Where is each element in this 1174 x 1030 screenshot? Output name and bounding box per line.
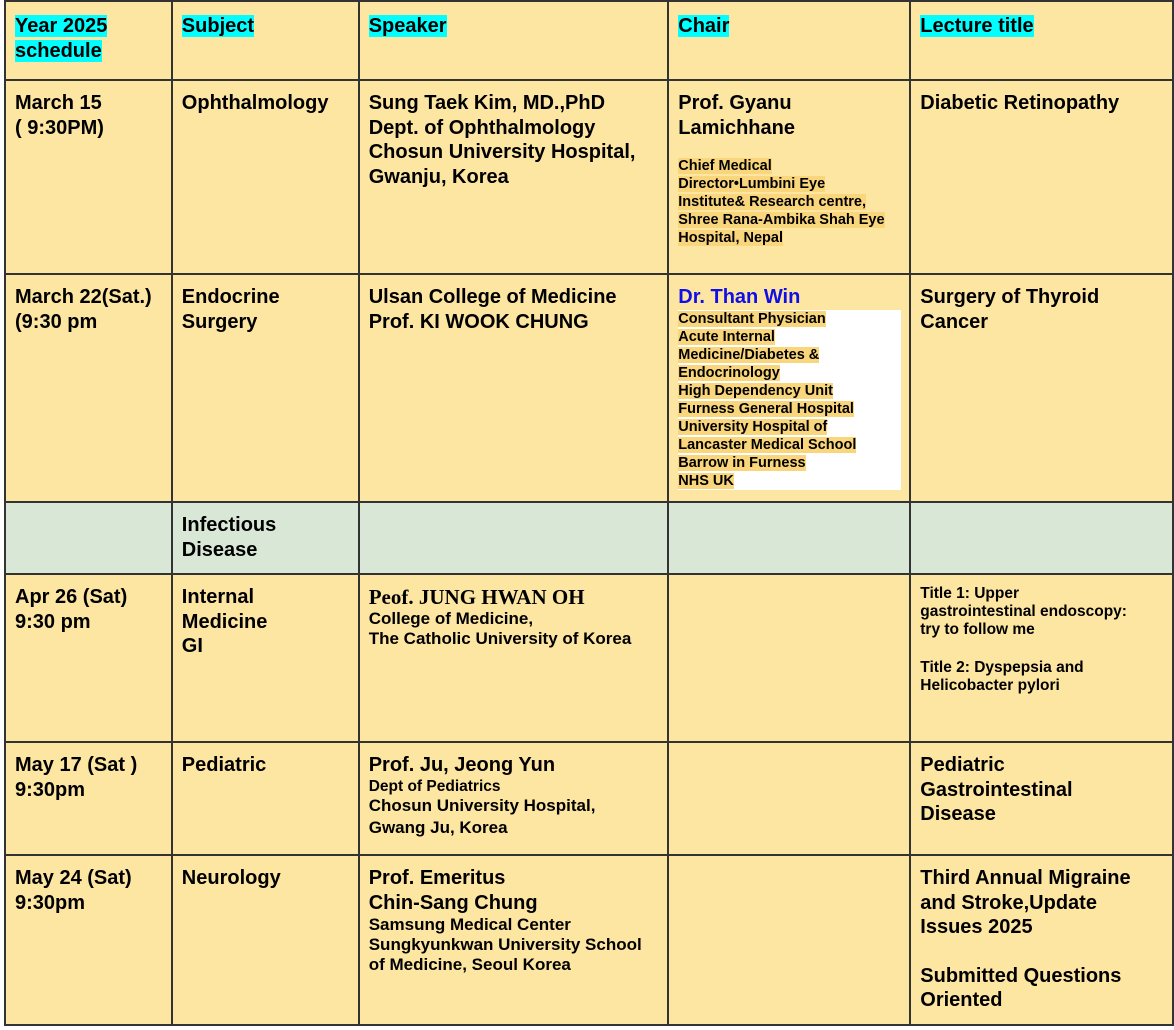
speaker-cell: Prof. Emeritus Chin-Sang Chung Samsung Medical Center Sungkyunkwan University School of Medicine, Seoul Korea (359, 855, 669, 1025)
subject-cell: Infectious Disease (172, 502, 359, 574)
title-cell: Pediatric Gastrointestinal Disease (910, 742, 1173, 855)
subject-cell: Ophthalmology (172, 80, 359, 274)
chair-cell: Prof. Gyanu Lamichhane Chief Medical Director•Lumbini Eye Institute& Research centre, Shree Rana-Ambika Shah Eye Hospital, Nepal (668, 80, 910, 274)
header-subject: Subject (172, 1, 359, 80)
header-chair: Chair (668, 1, 910, 80)
title-cell: Title 1: Upper gastrointestinal endoscopy: try to follow me Title 2: Dyspepsia and Helicobacter pylori (910, 574, 1173, 742)
table-row (5, 855, 1173, 1025)
date-cell: March 15 ( 9:30PM) (5, 80, 172, 274)
table-row (5, 502, 1173, 574)
header-year: Year 2025 schedule (5, 1, 172, 80)
speaker-cell: Peof. JUNG HWAN OH College of Medicine, The Catholic University of Korea (359, 574, 669, 742)
date-cell: March 22(Sat.) (9:30 pm (5, 274, 172, 502)
header-speaker: Speaker (359, 1, 669, 80)
subject-cell: Neurology (172, 855, 359, 1025)
title-cell (910, 502, 1173, 574)
table-row (5, 574, 1173, 742)
chair-cell: Dr. Than Win Consultant Physician Acute Internal Medicine/Diabetes & Endocrinology High Dependency Unit Furness General Hospital University Hospital of Lancaster Medical School Barrow in Furness NHS UK (668, 274, 910, 502)
header-row (5, 1, 1173, 80)
chair-cell (668, 574, 910, 742)
header-title: Lecture title (910, 1, 1173, 80)
speaker-cell (359, 502, 669, 574)
speaker-cell: Ulsan College of Medicine Prof. KI WOOK CHUNG (359, 274, 669, 502)
schedule-table (4, 0, 1174, 1026)
chair-cell (668, 855, 910, 1025)
subject-cell: Endocrine Surgery (172, 274, 359, 502)
date-cell (5, 502, 172, 574)
speaker-cell: Sung Taek Kim, MD.,PhD Dept. of Ophthalmology Chosun University Hospital, Gwanju, Korea (359, 80, 669, 274)
table-row (5, 742, 1173, 855)
date-cell: May 24 (Sat) 9:30pm (5, 855, 172, 1025)
table-row (5, 274, 1173, 502)
date-cell: May 17 (Sat ) 9:30pm (5, 742, 172, 855)
chair-cell (668, 742, 910, 855)
title-cell: Third Annual Migraine and Stroke,Update Issues 2025 Submitted Questions Oriented (910, 855, 1173, 1025)
date-cell: Apr 26 (Sat) 9:30 pm (5, 574, 172, 742)
subject-cell: Pediatric (172, 742, 359, 855)
title-cell: Surgery of Thyroid Cancer (910, 274, 1173, 502)
chair-cell (668, 502, 910, 574)
table-row (5, 80, 1173, 274)
title-cell: Diabetic Retinopathy (910, 80, 1173, 274)
speaker-cell: Prof. Ju, Jeong Yun Dept of Pediatrics Chosun University Hospital, Gwang Ju, Korea (359, 742, 669, 855)
subject-cell: Internal Medicine GI (172, 574, 359, 742)
